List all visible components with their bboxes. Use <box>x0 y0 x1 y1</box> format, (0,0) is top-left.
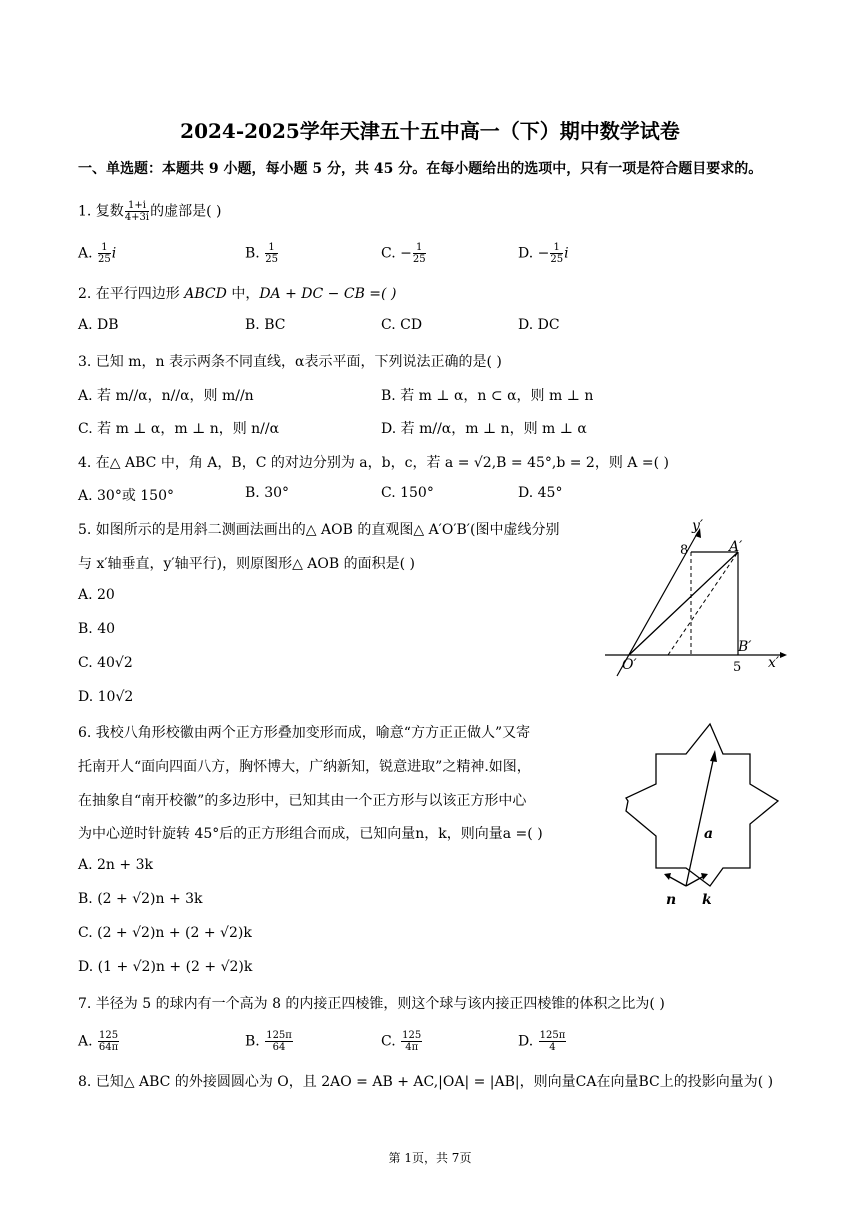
section-heading: 一、单选题：本题共 9 小题，每小题 5 分，共 45 分。在每小题给出的选项中，只有一项是符合题目要求的。 <box>78 161 763 177</box>
q1-option-a: A. $\frac{1}{25}$ i <box>78 242 117 265</box>
q5-figure <box>600 514 790 684</box>
question-6-line-4: 为中心逆时针旋转 45°后的正方形组合而成，已知向量n，k，则向量a =( ) <box>78 826 543 842</box>
q2-option-b: B. BC <box>245 317 286 333</box>
question-5-line-1: 5. 如图所示的是用斜二测画法画出的△ AOB 的直观图△ A′O′B′(图中虚线分别 <box>78 522 560 538</box>
question-6-line-1: 6. 我校八角形校徽由两个正方形叠加变形而成，喻意“方方正正做人”又寄 <box>78 725 531 741</box>
page-title: 2024-2025学年天津五十五中高一（下）期中数学试卷 <box>180 119 680 143</box>
q2-option-a: A. DB <box>78 317 119 333</box>
fraction: $\frac{1+i}{4+3i}$ <box>124 200 150 223</box>
q2-option-c: C. CD <box>381 317 423 333</box>
q4-option-d: D. 45° <box>518 485 563 501</box>
q7-option-b: B. $\frac{125\pi}{64}$ <box>245 1030 292 1053</box>
q5-option-b: B. 40 <box>78 621 116 637</box>
q3-option-a: A. 若 m//α，n//α，则 m//n <box>78 388 254 404</box>
vector-k <box>686 876 704 886</box>
label-a: a <box>704 826 714 842</box>
q4-option-b: B. 30° <box>245 485 290 501</box>
question-5-line-2: 与 x′轴垂直，y′轴平行)，则原图形△ AOB 的面积是( ) <box>78 556 415 572</box>
q5-option-a: A. 20 <box>78 587 115 603</box>
q1-option-c: C. − $\frac{1}{25}$ <box>381 242 426 265</box>
octagram-outline <box>626 724 778 886</box>
q3-option-c: C. 若 m ⊥ α，m ⊥ n，则 n//α <box>78 421 280 437</box>
question-3: 3. 已知 m，n 表示两条不同直线，α表示平面，下列说法正确的是( ) <box>78 354 502 370</box>
label-a: A′ <box>729 539 743 555</box>
label-5: 5 <box>733 660 742 675</box>
q5-option-c: C. 40√2 <box>78 655 133 671</box>
vector-n <box>668 876 686 886</box>
label-o: O′ <box>622 657 637 673</box>
label-k: k <box>702 892 712 908</box>
page-footer: 第 1页，共 7页 <box>388 1151 472 1165</box>
question-8: 8. 已知△ ABC 的外接圆圆心为 O，且 2AO = AB + AC,|OA| = |AB|，则向量CA在向量BC上的投影向量为( ) <box>78 1074 774 1090</box>
q7-option-a: A. $\frac{125}{64\pi}$ <box>78 1030 119 1053</box>
label-n: n <box>666 892 677 908</box>
label-b: B′ <box>738 639 752 655</box>
q4-option-a: A. 30°或 150° <box>78 488 174 504</box>
q7-option-c: C. $\frac{125}{4\pi}$ <box>381 1030 422 1053</box>
q6-option-c: C. (2 + √2)n + (2 + √2)k <box>78 925 252 941</box>
q6-option-d: D. (1 + √2)n + (2 + √2)k <box>78 959 253 975</box>
label-x: x′ <box>768 655 780 671</box>
q3-option-b: B. 若 m ⊥ α，n ⊂ α，则 m ⊥ n <box>381 388 594 404</box>
question-6-line-2: 托南开人“面向四面八方，胸怀博大，广纳新知，锐意进取”之精神.如图， <box>78 759 531 775</box>
q5-option-d: D. 10√2 <box>78 689 134 705</box>
q1-option-d: D. − $\frac{1}{25}$ i <box>518 242 569 265</box>
question-6-line-3: 在抽象自“南开校徽”的多边形中，已知其由一个正方形与以该正方形中心 <box>78 793 527 809</box>
question-2: 2. 在平行四边形 ABCD 中，DA + DC − CB =( ) <box>78 286 397 302</box>
q2-option-d: D. DC <box>518 317 560 333</box>
q3-option-d: D. 若 m//α，m ⊥ n，则 m ⊥ α <box>381 421 587 437</box>
q4-option-c: C. 150° <box>381 485 434 501</box>
question-4: 4. 在△ ABC 中，角 A，B，C 的对边分别为 a，b，c，若 a = √2,B = 45°,b = 2，则 A =( ) <box>78 455 669 471</box>
vector-a <box>686 756 714 886</box>
q7-option-d: D. $\frac{125\pi}{4}$ <box>518 1030 566 1053</box>
x-arrow <box>780 652 787 658</box>
question-1: 1. 复数 $\frac{1+i}{4+3i}$ 的虚部是( ) <box>78 200 222 223</box>
q6-option-b: B. (2 + √2)n + 3k <box>78 891 203 907</box>
q1-option-b: B. $\frac{1}{25}$ <box>245 242 278 265</box>
question-7: 7. 半径为 5 的球内有一个高为 8 的内接正四棱锥，则这个球与该内接正四棱锥的体积之比为( ) <box>78 996 665 1012</box>
q6-figure <box>598 716 788 912</box>
label-8: 8 <box>680 543 689 558</box>
q6-option-a: A. 2n + 3k <box>78 857 153 873</box>
label-y: y′ <box>692 518 704 534</box>
